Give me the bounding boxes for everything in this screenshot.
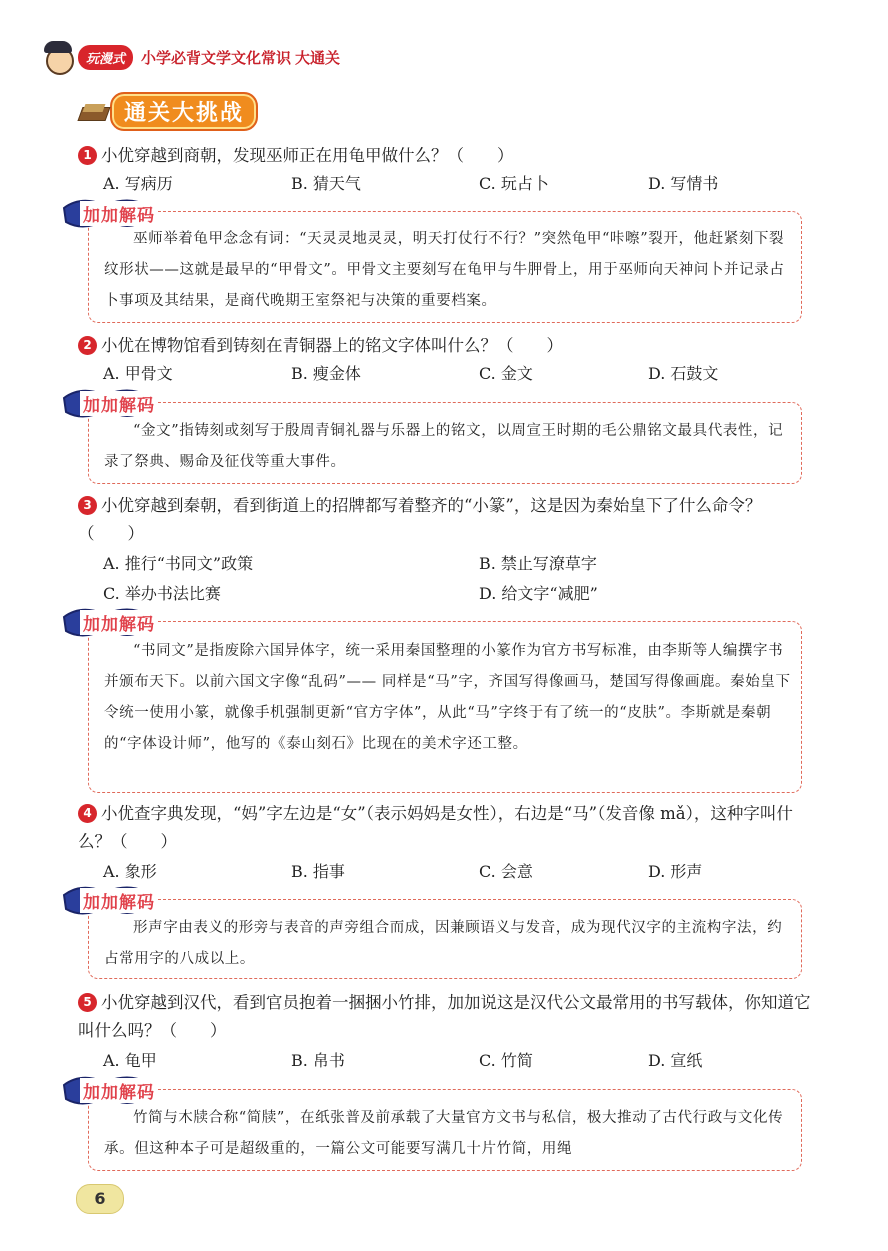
question-3 bbox=[78, 492, 818, 548]
option-d[interactable]: D. 写情书 bbox=[648, 174, 719, 193]
question-text: 小优在博物馆看到铸刻在青铜器上的铭文字体叫什么？（ ） bbox=[101, 336, 563, 355]
option-b[interactable]: B. 指事 bbox=[291, 862, 345, 881]
option-a[interactable]: A. 龟甲 bbox=[103, 1051, 157, 1070]
question-1 bbox=[78, 142, 818, 170]
decode-label: 加加解码 bbox=[80, 391, 158, 416]
option-c[interactable]: C. 金文 bbox=[479, 364, 533, 383]
book-icon bbox=[78, 101, 108, 123]
option-a[interactable]: A. 写病历 bbox=[103, 174, 173, 193]
section-title: 通关大挑战 bbox=[110, 92, 258, 131]
decode-text-4: 形声字由表义的形旁与表音的声旁组合而成，因兼顾语义与发音，成为现代汉字的主流构字法，约占常用字的八成以上。 bbox=[104, 920, 783, 967]
question-text: 小优穿越到汉代，看到官员抱着一捆捆小竹排，加加说这是汉代公文最常用的书写载体，你知道它叫什么吗？（ ） bbox=[78, 993, 811, 1040]
decode-label: 加加解码 bbox=[80, 201, 158, 226]
option-c[interactable]: C. 举办书法比赛 bbox=[103, 584, 221, 603]
option-d[interactable]: D. 石鼓文 bbox=[648, 364, 719, 383]
option-d[interactable]: D. 宣纸 bbox=[648, 1051, 703, 1070]
page-number: 6 bbox=[76, 1184, 124, 1214]
question-number: 3 bbox=[78, 496, 97, 515]
question-text: 小优穿越到秦朝，看到街道上的招牌都写着整齐的“小篆”，这是因为秦始皇下了什么命令？（ ） bbox=[78, 496, 762, 543]
question-text: 小优查字典发现，“妈”字左边是“女”（表示妈妈是女性），右边是“马”（发音像 mǎ），这种字叫什么？（ ） bbox=[78, 804, 793, 851]
question-number: 2 bbox=[78, 336, 97, 355]
decode-text-5: 竹简与木牍合称“简牍”，在纸张普及前承载了大量官方文书与私信，极大推动了古代行政与文化传承。但这种本子可是超级重的，一篇公文可能要写满几十片竹简，用绳 bbox=[104, 1110, 784, 1157]
question-number: 5 bbox=[78, 993, 97, 1012]
series-title: 小学必背文学文化常识 大通关 bbox=[141, 48, 341, 67]
question-number: 1 bbox=[78, 146, 97, 165]
page-header bbox=[40, 40, 340, 74]
option-c[interactable]: C. 竹简 bbox=[479, 1051, 533, 1070]
option-b[interactable]: B. 禁止写潦草字 bbox=[479, 554, 597, 573]
question-4 bbox=[78, 800, 818, 856]
option-a[interactable]: A. 象形 bbox=[103, 862, 157, 881]
question-number: 4 bbox=[78, 804, 97, 823]
option-a[interactable]: A. 推行“书同文”政策 bbox=[103, 554, 254, 573]
decode-text-2: “金文”指铸刻或刻写于殷周青铜礼器与乐器上的铭文，以周宣王时期的毛公鼎铭文最具代表性，记录了祭典、赐命及征伐等重大事件。 bbox=[104, 423, 784, 470]
option-d[interactable]: D. 给文字“减肥” bbox=[479, 584, 598, 603]
option-b[interactable]: B. 帛书 bbox=[291, 1051, 345, 1070]
decode-label: 加加解码 bbox=[80, 1078, 158, 1103]
mascot-icon bbox=[40, 41, 76, 73]
question-2 bbox=[78, 332, 818, 360]
option-d[interactable]: D. 形声 bbox=[648, 862, 703, 881]
option-b[interactable]: B. 猜天气 bbox=[291, 174, 361, 193]
series-badge: 玩漫式 bbox=[78, 45, 133, 70]
option-b[interactable]: B. 瘦金体 bbox=[291, 364, 361, 383]
decode-label: 加加解码 bbox=[80, 888, 158, 913]
decode-label: 加加解码 bbox=[80, 610, 158, 635]
decode-text-3: “书同文”是指废除六国异体字，统一采用秦国整理的小篆作为官方书写标准，由李斯等人编撰字书并颁布天下。以前六国文字像“乱码”—— 同样是“马”字，齐国写得像画马，楚国写得像画鹿。秦始皇下令统一使用小篆，就像手机强制更新“官方字体”，从此“马”字终于有了统一的“皮肤”。李斯就是秦朝的“字体设计师”，他写的《泰山刻石》比现在的美术字还工整。 bbox=[104, 643, 791, 752]
question-text: 小优穿越到商朝，发现巫师正在用龟甲做什么？（ ） bbox=[101, 146, 514, 165]
option-c[interactable]: C. 会意 bbox=[479, 862, 533, 881]
option-c[interactable]: C. 玩占卜 bbox=[479, 174, 549, 193]
decode-text-1: 巫师举着龟甲念念有词：“天灵灵地灵灵，明天打仗行不行？”突然龟甲“咔嚓”裂开，他赶紧刻下裂纹形状——这就是最早的“甲骨文”。甲骨文主要刻写在龟甲与牛胛骨上，用于巫师向天神问卜并记录占卜事项及其结果，是商代晚期王室祭祀与决策的重要档案。 bbox=[104, 231, 785, 309]
option-a[interactable]: A. 甲骨文 bbox=[103, 364, 173, 383]
question-5 bbox=[78, 989, 818, 1045]
section-heading bbox=[78, 92, 258, 131]
